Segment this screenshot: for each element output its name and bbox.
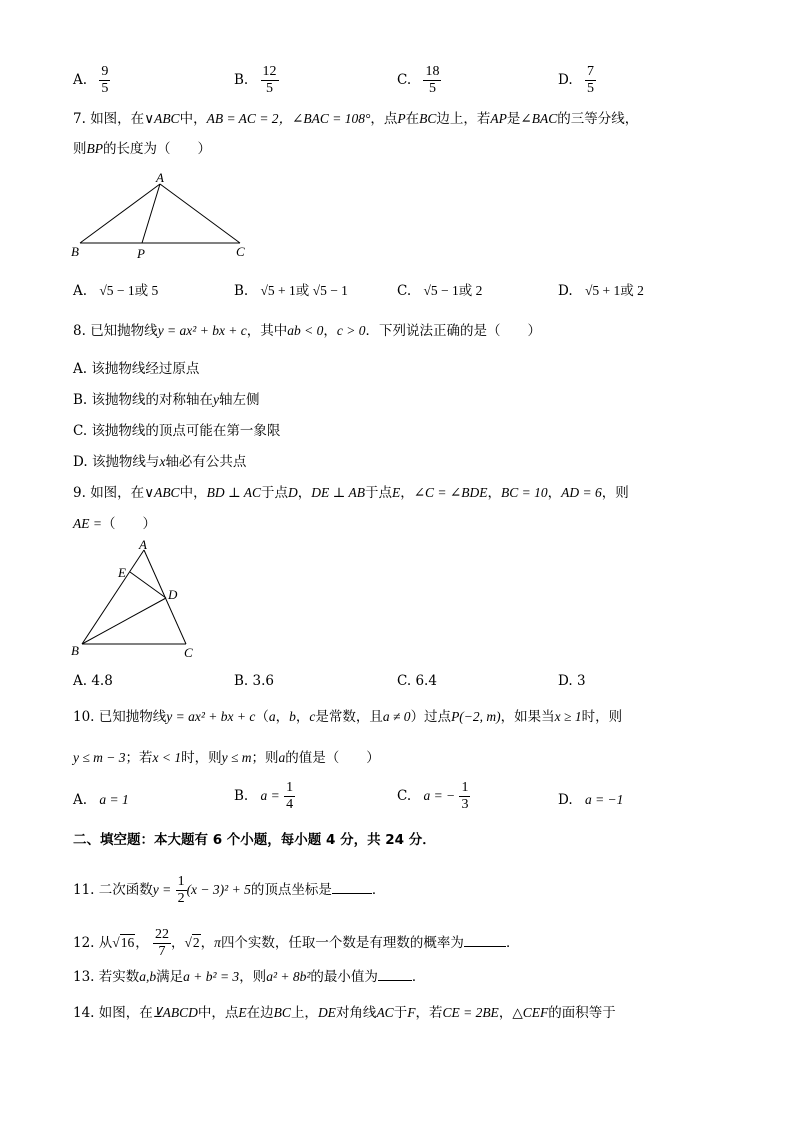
text: ）过点 (410, 709, 452, 725)
math: AE = (73, 516, 102, 531)
math: a (278, 750, 286, 765)
denominator: 4 (286, 797, 294, 812)
text: 是常数，且 (315, 709, 383, 725)
text: ， (487, 485, 501, 501)
math: E (391, 485, 401, 500)
option-letter: B. (73, 392, 88, 408)
q6-option-a (73, 64, 110, 97)
text: ， (135, 935, 149, 951)
q7-option-c (397, 282, 482, 300)
numerator: 12 (262, 64, 277, 79)
math: c > 0 (336, 323, 366, 338)
denominator: 5 (266, 81, 274, 96)
text: 于点 (364, 485, 392, 501)
math: CE = 2BE (442, 1005, 499, 1020)
math: a,b (139, 969, 157, 984)
text: ． (411, 969, 426, 985)
text: 的面积等于 (548, 1005, 616, 1021)
math: AD = 6 (561, 485, 602, 500)
q6-option-d (558, 64, 596, 97)
text: ， (295, 709, 310, 725)
math: △CEF (512, 1005, 549, 1020)
q7-option-a (73, 282, 158, 300)
q11-stem (73, 874, 385, 907)
math: ∨ABC (144, 111, 180, 126)
option-letter: D. (558, 72, 573, 88)
fraction (176, 874, 187, 907)
numerator: 1 (461, 780, 469, 795)
q12-stem (73, 927, 519, 960)
q10-option-a (73, 791, 129, 809)
fraction (423, 64, 441, 97)
fraction (153, 927, 171, 960)
radicand: 2 (192, 935, 200, 950)
math: y ≤ m − 3 (73, 750, 126, 765)
option-text: a = −1 (584, 792, 624, 807)
option-text: 轴必有公共点 (165, 454, 247, 470)
math: a + b² = 3 (183, 969, 240, 984)
math: x ≥ 1 (554, 709, 582, 724)
text: ， (200, 935, 215, 951)
text: 如图，在 (90, 111, 145, 127)
question-number: 9. (73, 485, 86, 501)
option-text: 3 (576, 673, 586, 689)
question-number: 12. (73, 935, 95, 951)
denominator: 3 (461, 797, 469, 812)
text: 已知抛物线 (98, 709, 167, 725)
option-letter: A. (73, 283, 88, 299)
math: y = ax² + bx + c (166, 709, 256, 724)
label-p: P (137, 246, 145, 261)
q10-option-d (558, 791, 623, 809)
math: E (238, 1005, 247, 1020)
math: BD ⊥ AC (206, 485, 262, 500)
q9-option-d (558, 672, 586, 690)
text: ，如果当 (500, 709, 555, 725)
q10-option-b (234, 780, 295, 813)
math: a (268, 709, 276, 724)
text: 的长度为（ ） (103, 141, 211, 157)
math: ，∠BAC = 108° (278, 111, 371, 126)
option-letter: A. (73, 72, 88, 88)
text: ；则 (251, 750, 279, 766)
label-a: A (156, 170, 164, 185)
option-letter: C. (397, 673, 412, 689)
q10-option-c (397, 780, 470, 813)
text: ，点 (370, 111, 398, 127)
question-number: 13. (73, 969, 95, 985)
text: ， (323, 323, 337, 339)
text: 则 (73, 141, 87, 157)
math: F (407, 1005, 416, 1020)
math: y ≤ m (221, 750, 252, 765)
segment-bd (82, 598, 166, 644)
math: P(−2, m) (451, 709, 501, 724)
option-text: 4.8 (91, 673, 113, 689)
text: 从 (98, 935, 113, 951)
option-text: 6.4 (415, 673, 437, 689)
numerator: 22 (155, 927, 169, 942)
option-letter: B. (234, 283, 249, 299)
math: a = (260, 788, 280, 803)
q7-stem-line2 (73, 140, 211, 158)
side-ac (160, 184, 240, 243)
text: 二次函数 (98, 882, 153, 898)
math: DE (317, 1005, 336, 1020)
option-letter: C. (397, 788, 412, 804)
q8-option-a (73, 360, 199, 378)
q8-option-c (73, 422, 280, 440)
q9-stem-line2 (73, 515, 156, 533)
text: ；若 (125, 750, 153, 766)
text: ， (297, 485, 312, 501)
q6-option-b (234, 64, 279, 97)
math: BC = 10 (500, 485, 548, 500)
denominator: 5 (586, 81, 594, 96)
denominator: 5 (101, 81, 109, 96)
text: ． (505, 935, 520, 951)
text: ， (498, 1005, 513, 1021)
option-letter: D. (73, 454, 88, 470)
math: a = − (423, 788, 456, 803)
section-title: 二、填空题：本大题有 6 个小题，每小题 4 分，共 24 分． (73, 832, 436, 848)
math: ∠C = ∠BDE (413, 485, 488, 500)
numerator: 1 (286, 780, 294, 795)
math: BP (86, 141, 103, 156)
text: （ (255, 709, 269, 725)
option-letter: C. (73, 423, 88, 439)
text: 如图，在 (98, 1005, 153, 1021)
answer-blank[interactable] (464, 946, 506, 947)
label-d: D (168, 587, 178, 602)
math: D (288, 485, 298, 500)
math: c (309, 709, 316, 724)
side-ab (82, 550, 144, 644)
answer-blank[interactable] (332, 893, 372, 894)
question-number: 8. (73, 323, 86, 339)
q9-triangle-figure (68, 538, 208, 662)
question-number: 7. (73, 111, 86, 127)
option-letter: A. (73, 673, 88, 689)
fraction (284, 780, 295, 813)
option-letter: C. (397, 283, 412, 299)
math: y = (152, 882, 172, 897)
sqrt-2: √2 (184, 935, 200, 950)
q13-stem (73, 968, 425, 986)
text: 的最小值为 (310, 969, 378, 985)
q9-option-b (234, 672, 274, 690)
text: 中， (179, 485, 207, 501)
math: AC (376, 1005, 394, 1020)
option-text: 3.6 (252, 673, 274, 689)
math: a ≠ 0 (382, 709, 411, 724)
fraction (585, 64, 596, 97)
math: AB = AC = 2 (206, 111, 279, 126)
question-number: 10. (73, 709, 95, 725)
numerator: 1 (177, 874, 185, 889)
text: 若实数 (98, 969, 140, 985)
option-letter: D. (558, 792, 573, 808)
text: 对角线 (335, 1005, 377, 1021)
numerator: 18 (425, 64, 440, 79)
question-number: 14. (73, 1005, 95, 1021)
math: P (397, 111, 406, 126)
text: 在 (405, 111, 420, 127)
option-letter: B. (234, 72, 249, 88)
label-b: B (71, 643, 79, 658)
q10-stem-line2 (73, 749, 380, 767)
text: 满足 (156, 969, 184, 985)
math: y (213, 392, 220, 407)
text: 的值是（ ） (285, 750, 380, 766)
text: ， (400, 485, 414, 501)
text: 四个实数，任取一个数是有理数的概率为 (220, 935, 464, 951)
segment-de (130, 572, 166, 598)
option-text: √5 + 1或 2 (584, 283, 644, 298)
label-a: A (139, 538, 147, 552)
text: ．下列说法正确的是（ ） (365, 323, 542, 339)
text: ，则 (601, 485, 629, 501)
text: 边上，若 (436, 111, 491, 127)
denominator: 5 (428, 81, 436, 96)
q9-stem (73, 484, 629, 502)
math: x (159, 454, 166, 469)
math: ab < 0 (287, 323, 324, 338)
option-letter: D. (558, 673, 573, 689)
text: 中，点 (197, 1005, 239, 1021)
label-e: E (118, 565, 126, 580)
option-text: √5 − 1或 2 (423, 283, 483, 298)
text: 上， (290, 1005, 318, 1021)
text: ，则 (239, 969, 267, 985)
text: 的三等分线， (557, 111, 639, 127)
fraction (261, 64, 279, 97)
math: ⊻ABCD (152, 1005, 198, 1020)
text: 在边 (246, 1005, 274, 1021)
math: b (289, 709, 296, 724)
math: BC (273, 1005, 291, 1020)
option-text: 轴左侧 (219, 392, 260, 408)
q10-stem (73, 708, 622, 726)
denominator: 2 (177, 891, 185, 906)
option-letter: A. (73, 361, 88, 377)
text: 的顶点坐标是 (250, 882, 332, 898)
question-number: 11. (73, 882, 95, 898)
option-letter: A. (73, 792, 88, 808)
side-ab (80, 184, 160, 243)
fraction (99, 64, 110, 97)
q7-option-d (558, 282, 644, 300)
math: AP (490, 111, 507, 126)
math: ∠BAC (520, 111, 558, 126)
sqrt-16: √16 (112, 935, 135, 950)
math: (x − 3)² + 5 (186, 882, 251, 897)
text: ， (171, 935, 185, 951)
label-c: C (184, 645, 193, 660)
text: ， (275, 709, 290, 725)
numerator: 7 (586, 64, 594, 79)
text: （ ） (101, 516, 156, 532)
math: a² + 8b² (266, 969, 311, 984)
option-text: 该抛物线的对称轴在 (91, 392, 214, 408)
text: 是 (506, 111, 521, 127)
q14-stem (73, 1004, 616, 1022)
denominator: 7 (158, 944, 166, 959)
q9-option-a (73, 672, 113, 690)
option-text: 该抛物线与 (91, 454, 160, 470)
text: ， (547, 485, 562, 501)
option-text: a = 1 (99, 792, 129, 807)
option-text: √5 − 1或 5 (99, 283, 159, 298)
option-letter: B. (234, 788, 249, 804)
radicand: 16 (120, 935, 135, 950)
text: 于 (393, 1005, 408, 1021)
option-text: 该抛物线的顶点可能在第一象限 (91, 423, 281, 439)
text: 如图，在 (90, 485, 145, 501)
q8-option-b (73, 391, 260, 409)
option-letter: D. (558, 283, 573, 299)
segment-ap (142, 184, 160, 243)
label-b: B (71, 244, 79, 259)
q7-option-b (234, 282, 348, 300)
text: 中， (179, 111, 207, 127)
numerator: 9 (101, 64, 109, 79)
option-letter: B. (234, 673, 249, 689)
math: x < 1 (152, 750, 182, 765)
math: DE ⊥ AB (311, 485, 365, 500)
text: 时，则 (181, 750, 222, 766)
math: BC (419, 111, 437, 126)
option-letter: C. (397, 72, 412, 88)
q9-option-c (397, 672, 437, 690)
label-c: C (236, 244, 245, 259)
q8-option-d (73, 453, 246, 471)
text: ． (371, 882, 386, 898)
math: y = ax² + bx + c (157, 323, 247, 338)
answer-blank[interactable] (378, 980, 412, 981)
q7-triangle-figure (68, 170, 258, 262)
text: 已知抛物线 (90, 323, 158, 339)
q7-stem (73, 110, 638, 128)
fraction (459, 780, 470, 813)
math: π (214, 935, 221, 950)
text: 时，则 (581, 709, 623, 725)
option-text: 该抛物线经过原点 (91, 361, 200, 377)
math: ∨ABC (144, 485, 180, 500)
text: ，其中 (246, 323, 288, 339)
text: 于点 (261, 485, 289, 501)
q6-option-c (397, 64, 441, 97)
text: ，若 (415, 1005, 443, 1021)
option-text: √5 + 1或 √5 − 1 (260, 283, 348, 298)
q8-stem (73, 322, 541, 340)
